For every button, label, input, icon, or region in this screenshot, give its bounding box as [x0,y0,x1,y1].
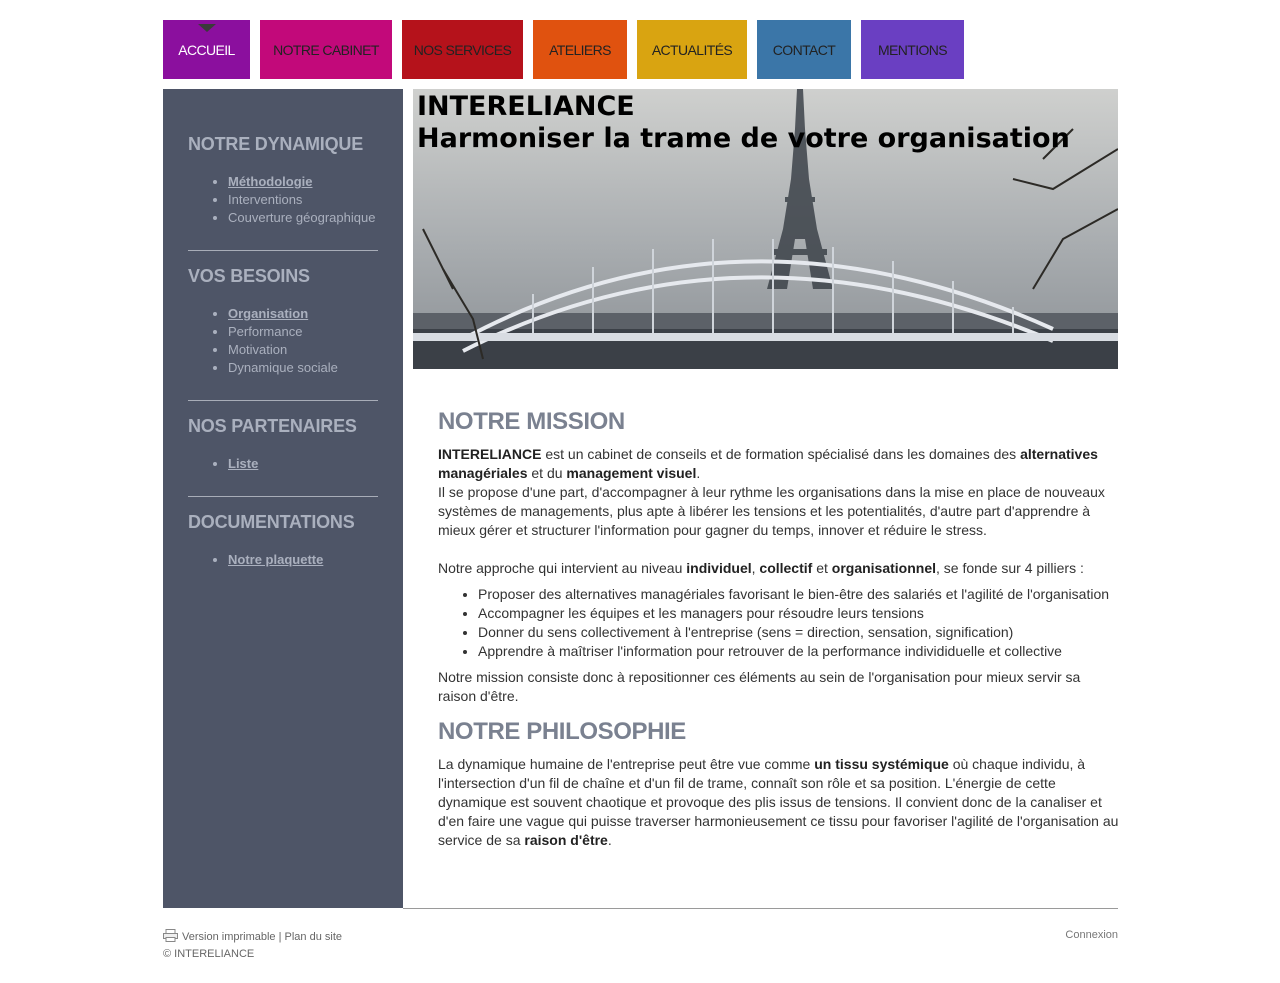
text: Notre approche qui intervient au niveau [438,560,687,576]
nav-ateliers[interactable] [533,20,627,79]
strong-text: raison d'être [524,832,608,848]
nav-label: NOTRE CABINET [273,41,379,58]
philosophy-heading: NOTRE PHILOSOPHIE [438,718,686,745]
sidebar-link[interactable]: Liste [228,456,259,471]
text: et [812,560,832,576]
pillar-item: • Donner du sens collectivement à l'entreprise (sens = direction, sensation, signification) [478,623,1122,642]
text: où chaque individu, à l'intersection d'un fil de chaîne et d'un fil de trame, connaît son rôle et sa position. L'énergie de cette dynamique est souvent chaotique et provoque des plis issus de tensions. Il convient donc de la canaliser et d'en faire une vague qui puisse traverser harmonieusement ce tissu pour favoriser l'agilité de l'organisation au service de sa [438,756,1119,848]
sidebar-link[interactable]: Performance [228,324,303,339]
sidebar-link[interactable]: Motivation [228,342,288,357]
nav-label: ATELIERS [549,41,611,58]
nav-label: MENTIONS [877,41,948,58]
nav-notre-cabinet[interactable] [260,20,392,79]
main-nav [163,20,964,79]
nav-mentions[interactable] [861,20,964,79]
philosophy-paragraph [438,755,1122,850]
sidebar-divider [188,400,378,401]
text: est un cabinet de conseils et de formation spécialisé dans les domaines des [541,446,1021,462]
sidebar-section-title: DOCUMENTATIONS [188,512,355,532]
sidebar-link[interactable]: Interventions [228,192,303,207]
text: et du [527,465,567,481]
nav-label: NOS SERVICES [413,41,512,58]
mission-paragraph-2 [438,559,1122,578]
sidebar-item-organisation [228,305,378,323]
pillar-item: • Proposer des alternatives managériales favorisant le bien-être des salariés et l'agilité de l'organisation [478,585,1122,604]
sidebar-item-methodologie [228,173,378,191]
sidebar-link[interactable]: Notre plaquette [228,552,324,567]
print-version-link[interactable]: Version imprimable [182,931,276,943]
pillars-list [438,585,1122,661]
nav-nos-services[interactable] [402,20,523,79]
text: , [751,560,760,576]
nav-label: ACTUALITÉS [651,41,733,58]
strong-text: organisationnel [831,560,937,576]
strong-text: un tissu systémique [814,756,949,772]
banner-heading [417,91,1070,155]
footer-links [163,929,342,947]
pillar-item: • Accompagner les équipes et les managers pour résoudre leurs tensions [478,604,1122,623]
sidebar-section-partenaires [188,416,378,473]
nav-label: CONTACT [772,41,836,58]
sitemap-link[interactable]: Plan du site [284,931,343,943]
footer [163,929,342,962]
printer-icon[interactable] [163,929,178,947]
banner-subtitle: Harmoniser la trame de votre organisation [417,123,1070,154]
sidebar-section-besoins [188,266,378,377]
strong-text: INTERELIANCE [438,446,542,462]
sidebar-section-dynamique [188,134,378,227]
sidebar-section-title: VOS BESOINS [188,266,310,286]
text: . [607,832,612,848]
mission-paragraph-1b: Il se propose d'une part, d'accompagner à leur rythme les organisations dans la mise en place de nouveaux systèmes de managements, plus apte à libérer les tensions et les potentialités, d'autre part d'apprendre à mieux gérer et structurer l'information pour gagner du temps, innover et réduire le stress. [438,484,1105,538]
strong-text: individuel [686,560,752,576]
nav-contact[interactable] [757,20,851,79]
sidebar-link[interactable]: Dynamique sociale [228,360,338,375]
pillar-item: • Apprendre à maîtriser l'information pour retrouver de la performance individiduelle et collective [478,642,1122,661]
sidebar-item-plaquette [228,551,378,569]
footer-separator: | [275,931,285,943]
sidebar-list [188,305,378,377]
sidebar-divider [188,250,378,251]
sidebar-section-documentations [188,512,378,569]
nav-label: ACCUEIL [178,41,235,58]
banner-title: INTERELIANCE [417,91,635,122]
sidebar-link[interactable]: Couverture géographique [228,210,376,225]
copyright: © INTERELIANCE [163,948,255,960]
sidebar-divider [188,496,378,497]
sidebar-link[interactable]: Méthodologie [228,174,313,189]
sidebar-item-couverture [228,209,378,227]
sidebar [163,89,403,908]
sidebar-item-dynamique-sociale [228,359,378,377]
mission-paragraph-3: Notre mission consiste donc à repositionner ces éléments au sein de l'organisation pour mieux servir sa raison d'être. [438,669,1081,704]
sidebar-item-performance [228,323,378,341]
active-indicator-icon [198,24,216,32]
header-banner [413,89,1118,369]
text: La dynamique humaine de l'entreprise peut être vue comme [438,756,815,772]
mission-paragraph-1 [438,445,1122,483]
sidebar-item-liste [228,455,378,473]
sidebar-list [188,551,378,569]
text: , se fonde sur 4 pilliers : [936,560,1084,576]
mission-heading: NOTRE MISSION [438,408,625,435]
sidebar-item-interventions [228,191,378,209]
sidebar-item-motivation [228,341,378,359]
strong-text: collectif [759,560,813,576]
login-link[interactable]: Connexion [1065,929,1118,941]
footer-divider [403,908,1118,909]
sidebar-link[interactable]: Organisation [228,306,309,321]
main-content [438,408,1122,850]
sidebar-list [188,173,378,227]
sidebar-section-title: NOTRE DYNAMIQUE [188,134,364,154]
text: . [696,465,701,481]
nav-accueil[interactable] [163,20,250,79]
sidebar-section-title: NOS PARTENAIRES [188,416,357,436]
strong-text: management visuel [566,465,697,481]
strong-text: alternatives managériales [438,446,1098,481]
nav-actualites[interactable] [637,20,747,79]
sidebar-list [188,455,378,473]
